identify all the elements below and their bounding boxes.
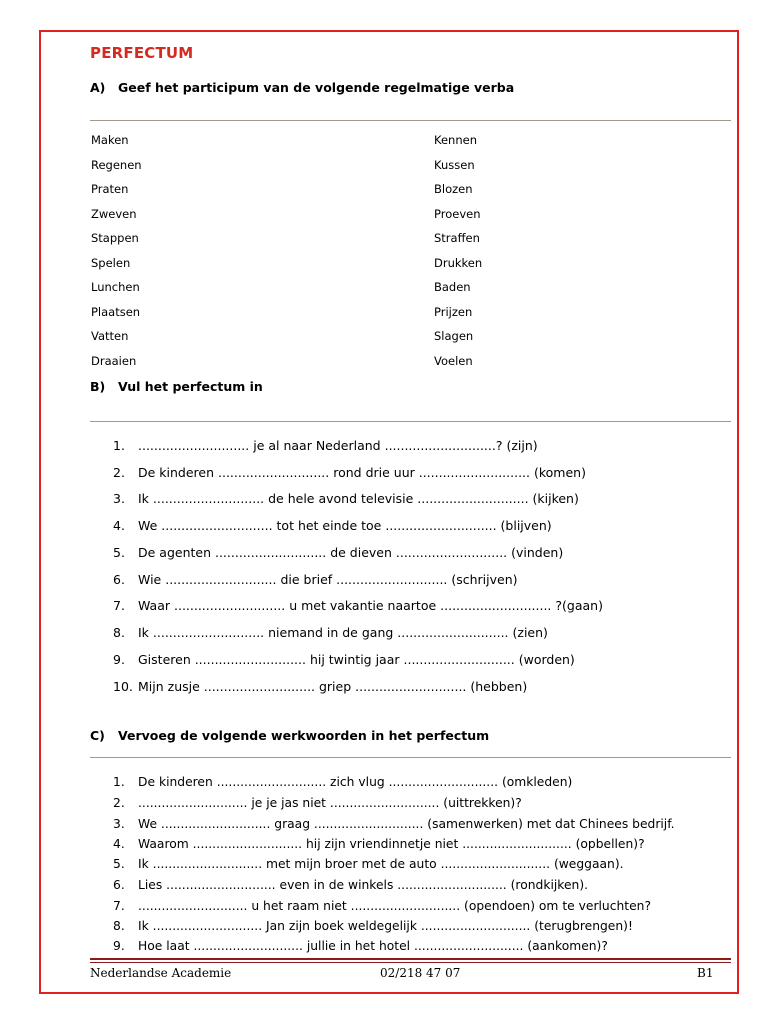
item-text: ............................ u het raam niet ............................ (opendoen) om te verluchten? [138,899,651,913]
list-item [113,919,633,933]
section-c-heading [90,728,489,743]
list-item [113,598,603,613]
page-title: PERFECTUM [90,44,194,62]
verb-item: Plaatsen [91,305,141,319]
item-number: 8. [113,919,125,933]
list-item [113,652,575,667]
item-number: 2. [113,465,125,480]
item-text: Hoe laat ............................ jullie in het hotel ............................ (aankomen)? [138,939,608,953]
footer-phone: 02/218 47 07 [380,966,461,980]
list-item [113,518,552,533]
list-item [113,796,522,810]
item-number: 3. [113,491,125,506]
list-item [113,775,572,789]
verb-item: Vatten [91,329,129,343]
section-a-text: Geef het participum van de volgende regelmatige verba [118,80,515,95]
item-text: Ik ............................ de hele avond televisie ............................ (kijken) [138,491,579,506]
item-text: We ............................ graag ............................ (samenwerken) met dat Chinees bedrijf. [138,817,675,831]
section-a-heading [90,80,514,95]
verb-item: Baden [434,280,471,294]
verb-item: Zweven [91,207,137,221]
footer-level: B1 [697,966,714,980]
list-item [113,572,518,587]
verb-item: Proeven [434,207,481,221]
item-text: We ............................ tot het einde toe ............................ (blijven) [138,518,552,533]
item-number: 6. [113,878,125,892]
item-text: Ik ............................ met mijn broer met de auto ............................ (weggaan). [138,857,624,871]
item-text: Ik ............................ Jan zijn boek weldegelijk ............................ (terugbrengen)! [138,919,633,933]
section-c-letter: C) [90,728,105,743]
list-item [113,817,675,831]
section-b-letter: B) [90,379,106,394]
item-text: Waar ............................ u met vakantie naartoe ............................ ?(gaan) [138,598,603,613]
list-item [113,465,586,480]
list-item [113,857,624,871]
item-number: 10. [113,679,133,694]
item-number: 4. [113,837,125,851]
list-item [113,491,579,506]
verb-item: Spelen [91,256,131,270]
item-number: 7. [113,598,125,613]
list-item [113,878,588,892]
verb-item: Drukken [434,256,483,270]
verb-item: Kussen [434,158,475,172]
item-text: De kinderen ............................ rond drie uur ............................ (komen) [138,465,586,480]
verb-item: Maken [91,133,129,147]
verb-item: Prijzen [434,305,473,319]
item-number: 3. [113,817,125,831]
item-number: 1. [113,775,125,789]
footer-organization: Nederlandse Academie [90,966,232,980]
list-item [113,939,608,953]
item-text: De agenten ............................ de dieven ............................ (vinden) [138,545,564,560]
item-number: 2. [113,796,125,810]
item-number: 6. [113,572,125,587]
verb-item: Kennen [434,133,477,147]
list-item [113,837,645,851]
verb-item: Blozen [434,182,473,196]
list-item [113,545,563,560]
item-number: 9. [113,939,125,953]
list-item [113,679,527,694]
item-text: De kinderen ............................ zich vlug ............................ (omkleden) [138,775,573,789]
item-text: Ik ............................ niemand in de gang ............................ (zien) [138,625,548,640]
item-text: Lies ............................ even in de winkels ............................ (rondkijken). [138,878,589,892]
list-item [113,899,651,913]
section-b-rule [90,421,731,422]
section-c-text: Vervoeg de volgende werkwoorden in het perfectum [118,728,490,743]
section-a-letter: A) [90,80,106,95]
list-item [113,625,548,640]
item-text: ............................ je al naar Nederland ............................? (zijn) [138,438,538,453]
verb-item: Stappen [91,231,139,245]
item-number: 5. [113,545,125,560]
item-number: 1. [113,438,125,453]
section-b-heading [90,379,263,394]
item-text: Mijn zusje ............................ griep ............................ (hebben) [138,679,528,694]
item-number: 8. [113,625,125,640]
item-number: 9. [113,652,125,667]
verb-item: Draaien [91,354,137,368]
verb-item: Regenen [91,158,142,172]
section-b-text: Vul het perfectum in [118,379,263,394]
verb-item: Slagen [434,329,474,343]
footer-rule-thin [90,962,731,963]
item-text: ............................ je je jas niet ............................ (uittrekken)? [138,796,522,810]
item-text: Gisteren ............................ hij twintig jaar ............................ (worden) [138,652,575,667]
item-number: 7. [113,899,125,913]
list-item [113,438,538,453]
section-c-rule [90,757,731,758]
item-text: Waarom ............................ hij zijn vriendinnetje niet ............................ (opbellen)? [138,837,645,851]
verb-item: Lunchen [91,280,140,294]
verb-item: Voelen [434,354,473,368]
verb-item: Praten [91,182,129,196]
item-number: 5. [113,857,125,871]
item-text: Wie ............................ die brief ............................ (schrijven) [138,572,518,587]
footer-rule [90,958,731,960]
item-number: 4. [113,518,125,533]
verb-item: Straffen [434,231,480,245]
section-a-rule [90,120,731,121]
